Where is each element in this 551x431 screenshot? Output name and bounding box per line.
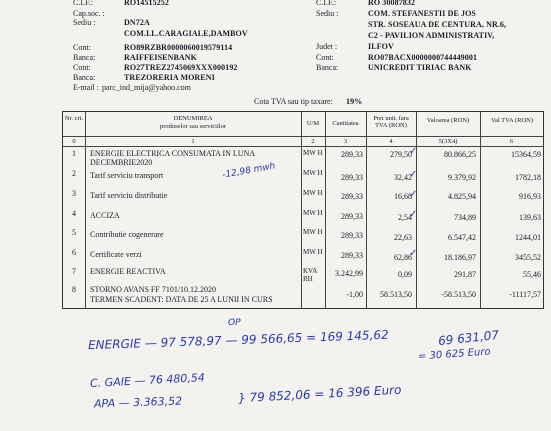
table-row-2-um: MW H [303,169,323,177]
table-row-4-vat: 139,63 [519,213,541,222]
col-cantitate-header: Cantitatea [332,120,359,127]
table-row-2-qty: 289,33 [341,173,363,182]
index-3: 3 [343,138,348,145]
table-row-1-qty: 289,33 [341,150,363,159]
table-row-5-qty: 289,33 [341,231,363,240]
table-row-6-desc: Certificate verzi [90,250,142,259]
supplier-banca1: RAIFFEISENBANK [124,53,197,62]
table-row-6-price: 62,86 [394,253,412,262]
table-row-2-price: 32,42 [394,173,412,182]
supplier-cont2-label: Cont: [73,63,91,72]
table-row-1-price: 279,50 [390,150,412,159]
table-row-8-vat: -11117,57 [509,290,541,299]
supplier-email: parc_ind_mija@yahoo.com [102,83,191,92]
index-5: 5(3X4) [438,138,458,145]
table-row-7-qty: 3.242,99 [335,269,363,278]
client-judet: ILFOV [368,42,394,51]
supplier-banca2: TREZORERIA MORENI [124,73,215,82]
supplier-address: COM.I.L.CARAGIALE,DAMBOV [124,29,248,38]
check-icon: ✓ [409,209,418,220]
index-6: 6 [509,138,514,145]
table-row-5-value: 6.547,42 [448,233,476,242]
table-row-2-value: 9.379,92 [448,173,476,182]
index-2: 2 [311,138,315,145]
table-row-8-nr: 8 [72,285,76,294]
table-row-2-nr: 2 [72,169,76,178]
table-row-3-qty: 289,33 [341,192,363,201]
supplier-sediu-label: Sediu : [73,18,96,27]
col-denumire-sub: produselor sau serviciilor [159,123,227,130]
client-banca-label: Banca: [316,63,339,72]
handwritten-sum-right2: = 30 625 Euro [417,346,491,363]
table-row-7-value: 291,87 [454,270,476,279]
client-address1: COM. STEFANESTII DE JOS [368,9,476,18]
table-row-3-nr: 3 [72,189,76,198]
table-row-5-um: MW H [303,228,323,236]
supplier-capsoc-label: Cap.soc. : [73,9,105,18]
table-row-8-desc: STORNO AVANS FF 7101/10.12.2020 [90,285,217,294]
table-row-7-um: KVA RH [303,267,317,283]
footer-note: TERMEN SCADENT: DATA DE 25 A LUNII IN CURS [90,295,273,304]
table-row-7-vat: 55,46 [523,270,541,279]
table-row-6-vat: 3455,52 [515,253,541,262]
table-row-3-price: 16,68 [394,192,412,201]
table-row-5-desc: Contributie cogenerare [90,230,164,239]
supplier-banca-label: Banca: [73,53,96,62]
check-icon: ✓ [409,146,418,157]
tva-label: Cota TVA sau tip taxare: [254,97,333,106]
table-row-3-desc: Tarif serviciu distributie [90,191,168,200]
table-row-4-qty: 289,33 [341,212,363,221]
table-row-1-um: MW H [303,149,323,157]
table-row-6-nr: 6 [72,248,76,257]
index-0: 0 [72,138,76,145]
table-row-1-vat: 15364,59 [511,150,541,159]
table-row-1-nr: 1 [72,149,76,158]
table-row-3-value: 4.825,94 [448,192,476,201]
table-row-4-um: MW H [303,209,323,217]
col-tva-header: Val TVA (RON) [490,117,533,124]
index-1: 1 [191,138,195,145]
table-row-1-value: 80.866,25 [444,150,476,159]
table-row-4-nr: 4 [72,209,76,218]
table-row-6-um: MW H [303,248,323,256]
client-banca: UNICREDIT TIRIAC BANK [368,63,472,72]
supplier-email-label: E-mail : [73,83,99,92]
handwritten-row2-note: -12,98 mwh [221,161,277,181]
invoice-table [62,111,544,309]
table-row-7-price: 0,09 [398,270,412,279]
supplier-name: DN72A [124,18,150,27]
col-denumire-header: DENUMIREA [173,115,213,122]
client-sediu-label: Sediu : [316,9,339,18]
handwritten-apa-line: APA — 3.363,52 [93,394,183,411]
table-row-3-um: MW H [303,189,323,197]
table-row-5-price: 22,63 [394,233,412,242]
table-row-4-desc: ACCIZA [90,211,120,220]
client-address2: STR. SOSEAUA DE CENTURA, NR.6, [368,20,507,29]
check-icon: ✓ [409,189,418,200]
col-nr-header: Nr. crt. [64,115,84,122]
table-row-1-desc: ENERGIE ELECTRICA CONSUMATA IN LUNA DECEMBRIE2020 [90,149,255,167]
table-row-2-desc: Tarif serviciu transport [90,171,164,180]
tva-value: 19% [346,97,363,106]
handwritten-sum-right: 69 631,07 [437,327,500,349]
client-cif: RO 30087832 [368,0,416,7]
supplier-cont1: RO89RZBR0000060019579114 [124,43,233,52]
client-address3: C2 - PAVILION ADMINISTRATIV, [368,31,495,40]
col-pret-header: Pret unit. fara TVA (RON) [373,115,409,129]
client-cont: RO07BACX0000000744449001 [368,53,478,62]
table-row-8-qty: -1,00 [346,290,363,299]
table-row-5-nr: 5 [72,228,76,237]
client-judet-label: Judet : [316,42,338,51]
check-icon: ✓ [409,169,418,180]
table-row-5-vat: 1244,01 [515,233,541,242]
handwritten-cogen-line: C. GAIE — 76 480,54 [89,371,206,390]
table-row-3-vat: 916,93 [519,192,541,201]
table-row-4-price: 2,54 [398,213,412,222]
table-row-8-price: 58.513,50 [380,290,412,299]
supplier-cif-label: C.I.F.: [73,0,94,7]
col-valoarea-header: Valoarea (RON) [426,117,470,124]
client-cont-label: Cont: [316,53,334,62]
check-icon: ✓ [409,248,418,259]
table-row-8-value: -58.513,50 [441,290,476,299]
table-row-2-vat: 1782,18 [515,173,541,182]
handwritten-total-line: } 79 852,06 = 16 396 Euro [237,382,402,406]
table-row-6-value: 18.186,97 [444,253,476,262]
handwritten-energie-line: ENERGIE — 97 578,97 — 99 566,65 = 169 145,62 [87,327,389,353]
table-row-4-value: 734,89 [454,213,476,222]
table-row-7-nr: 7 [72,267,76,276]
handwritten-op: OP [228,318,241,328]
table-row-6-qty: 289,33 [341,251,363,260]
supplier-cont-label: Cont: [73,43,91,52]
supplier-banca2-label: Banca: [73,73,96,82]
col-um-header: U/M [306,120,320,127]
index-4: 4 [389,138,393,145]
supplier-cif: RO14515252 [124,0,169,7]
table-row-7-desc: ENERGIE REACTIVA [90,267,166,276]
supplier-cont2: RO27TREZ2745069XXX000192 [124,63,238,72]
client-cif-label: C.I.F.: [316,0,337,7]
